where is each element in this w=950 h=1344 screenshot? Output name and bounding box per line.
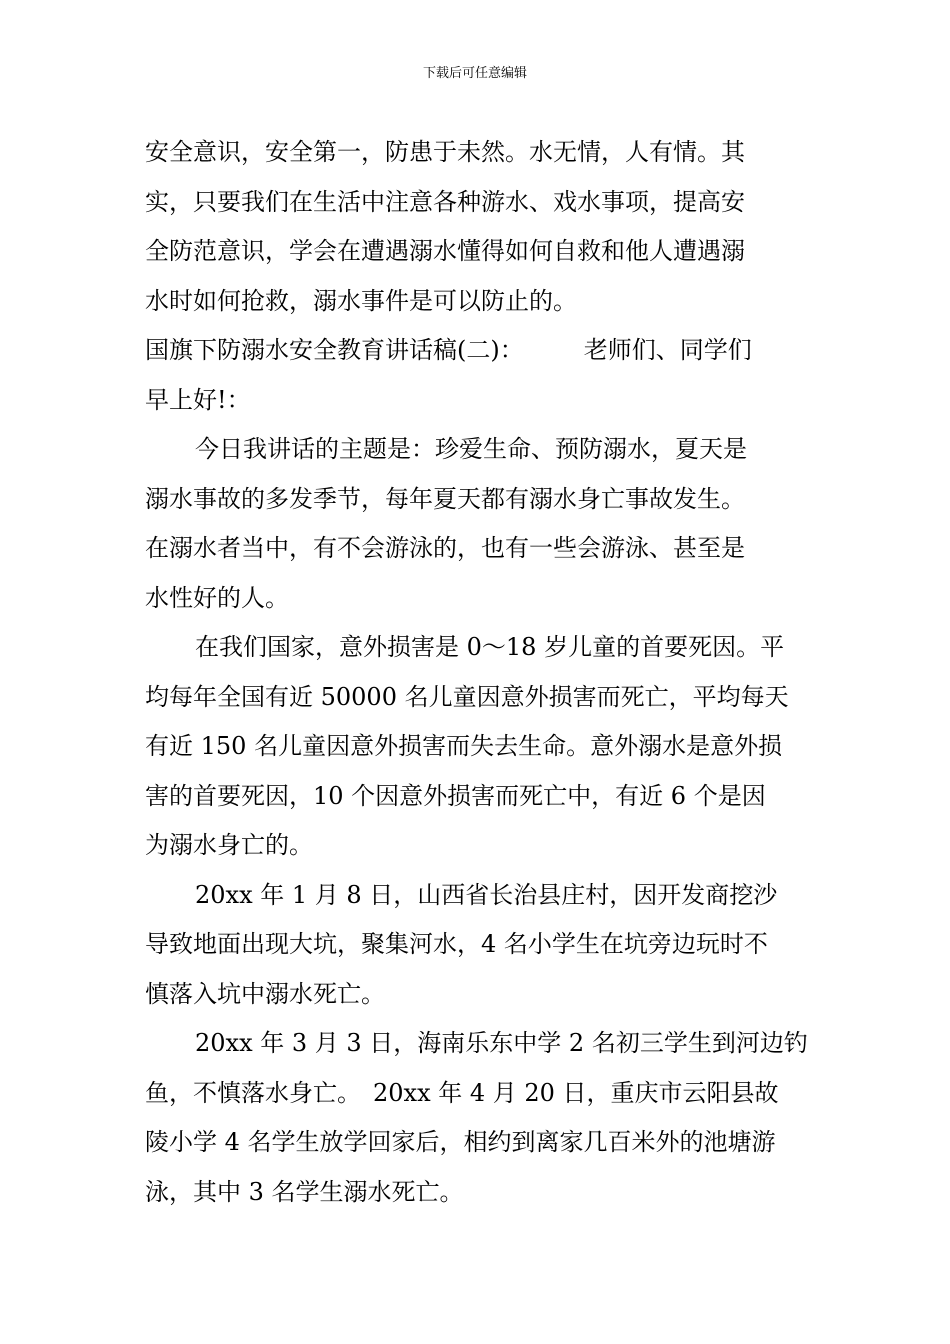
text-line: 实，只要我们在生活中注意各种游水、戏水事项，提高安 bbox=[145, 187, 745, 216]
text-line: 陵小学 4 名学生放学回家后，相约到离家几百米外的池塘游 bbox=[145, 1128, 776, 1156]
text-line: 水性好的人。 bbox=[145, 583, 289, 612]
paragraph-start-line: 今日我讲话的主题是：珍爱生命、预防溺水，夏天是 bbox=[195, 435, 747, 463]
text-line: 害的首要死因，10 个因意外损害而死亡中，有近 6 个是因 bbox=[145, 781, 766, 810]
paragraph-start-line: 在我们国家，意外损害是 0～18 岁儿童的首要死因。平 bbox=[195, 633, 785, 661]
text-line: 均每年全国有近 50000 名儿童因意外损害而死亡，平均每天 bbox=[145, 682, 789, 711]
text-line: 鱼，不慎落水身亡。 20xx 年 4 月 20 日，重庆市云阳县故 bbox=[145, 1078, 779, 1107]
text-line: 安全意识，安全第一，防患于未然。水无情，人有情。其 bbox=[145, 138, 745, 166]
text-line: 慎落入坑中溺水死亡。 bbox=[145, 979, 385, 1008]
text-line: 溺水事故的多发季节，每年夏天都有溺水身亡事故发生。 bbox=[145, 484, 745, 513]
text-line: 在溺水者当中，有不会游泳的，也有一些会游泳、甚至是 bbox=[145, 534, 745, 562]
text-line: 全防范意识，学会在遭遇溺水懂得如何自救和他人遭遇溺 bbox=[145, 237, 745, 265]
text-line: 有近 150 名儿童因意外损害而失去生命。意外溺水是意外损 bbox=[145, 732, 783, 760]
text-line: 泳，其中 3 名学生溺水死亡。 bbox=[145, 1177, 464, 1206]
paragraph-start-line: 20xx 年 3 月 3 日，海南乐东中学 2 名初三学生到河边钓 bbox=[195, 1029, 808, 1057]
document-body bbox=[145, 128, 815, 1217]
text-line: 导致地面出现大坑，聚集河水，4 名小学生在坑旁边玩时不 bbox=[145, 930, 768, 958]
paragraph-start-line: 20xx 年 1 月 8 日，山西省长治县庄村，因开发商挖沙 bbox=[195, 880, 778, 909]
text-line: 水时如何抢救，溺水事件是可以防止的。 bbox=[145, 286, 577, 315]
page-header: 下载后可任意编辑 bbox=[422, 66, 527, 81]
text-line: 为溺水身亡的。 bbox=[145, 831, 313, 859]
section-title-line: 国旗下防溺水安全教育讲话稿(二)： 老师们、同学们 bbox=[145, 336, 752, 364]
text-line: 早上好!： bbox=[145, 385, 251, 414]
